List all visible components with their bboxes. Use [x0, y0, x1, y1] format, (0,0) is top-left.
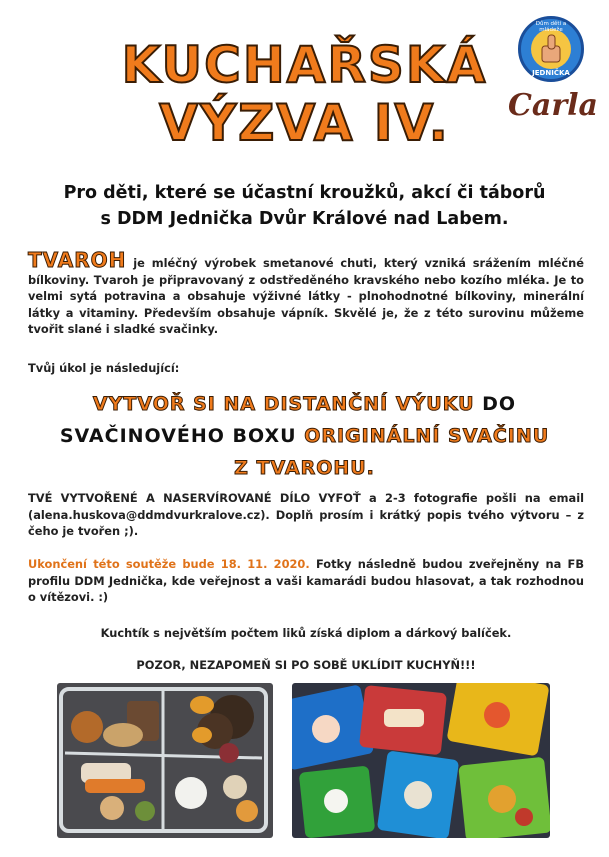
- task-heading: [20, 388, 589, 484]
- subtitle-line-1: Pro děti, které se účastní kroužků, akcí či táborů: [63, 183, 546, 203]
- title-line-1: KUCHAŘSKÁ: [121, 36, 488, 94]
- task-part-1: VYTVOŘ SI NA DISTANČNÍ VÝUKU: [92, 393, 483, 415]
- deadline-paragraph: [28, 556, 584, 606]
- intro-text: je mléčný výrobek smetanové chuti, který vzniká srážením mléčné bílkoviny. Tvaroh je připravovaný z odstředěného kravského nebo kozího mléka. Je to velmi sytá potravina a obsahuje výživné látky - plnohodnotné bílkoviny, minerální látky a vitaminy. Především obsahuje vápník. Skvělé je, že z této surovinu můžeme tvořit slané i sladké svačinky.: [28, 256, 584, 337]
- subtitle: [20, 180, 589, 232]
- subtitle-line-2: s DDM Jednička Dvůr Králové nad Labem.: [100, 209, 509, 229]
- task-part-5: Z TVAROHU.: [234, 457, 375, 479]
- deadline-text: Fotky následně budou zveřejněny na FB profilu DDM Jednička, kde veřejnost a vaši kamarádi budou hlasovat, a tak rozhodnou o vítězovi. :): [28, 557, 584, 605]
- deadline-highlight: Ukončení této soutěže bude 18. 11. 2020.: [28, 557, 310, 571]
- task-part-3: SVAČINOVÉHO BOXU: [59, 425, 305, 447]
- task-intro: Tvůj úkol je následující:: [28, 361, 180, 375]
- instructions-paragraph: TVÉ VYTVOŘENÉ A NASERVÍROVANÉ DÍLO VYFOŤ a 2-3 fotografie pošli na email (alena.huskova@ddmdvurkralove.cz). Doplň prosím i krátký popis tvého výtvoru – z čeho je tvořen ;).: [28, 491, 584, 539]
- lunchbox-photo-2: [292, 683, 550, 838]
- logo-ring-text: Dům dětí a mládeže: [535, 21, 567, 33]
- ddm-jednicka-logo: [518, 16, 584, 82]
- lunchbox-photo-1: [57, 683, 273, 838]
- thumbs-up-icon: [531, 29, 571, 69]
- intro-keyword: TVAROH: [28, 248, 127, 272]
- task-part-2: DO: [482, 393, 517, 415]
- logo-name: JEDNIČKA: [532, 69, 570, 77]
- warning-text: POZOR, NEZAPOMEŇ SI PO SOBĚ UKLÍDIT KUCHYŇ!!!: [136, 658, 476, 672]
- title-line-2: VÝZVA IV.: [159, 94, 450, 152]
- prize-text: Kuchtík s největším počtem liků získá diplom a dárkový balíček.: [100, 626, 512, 640]
- intro-paragraph: [28, 248, 584, 338]
- task-part-4: ORIGINÁLNÍ SVAČINU: [304, 425, 550, 447]
- carla-logo: Carla: [508, 88, 598, 123]
